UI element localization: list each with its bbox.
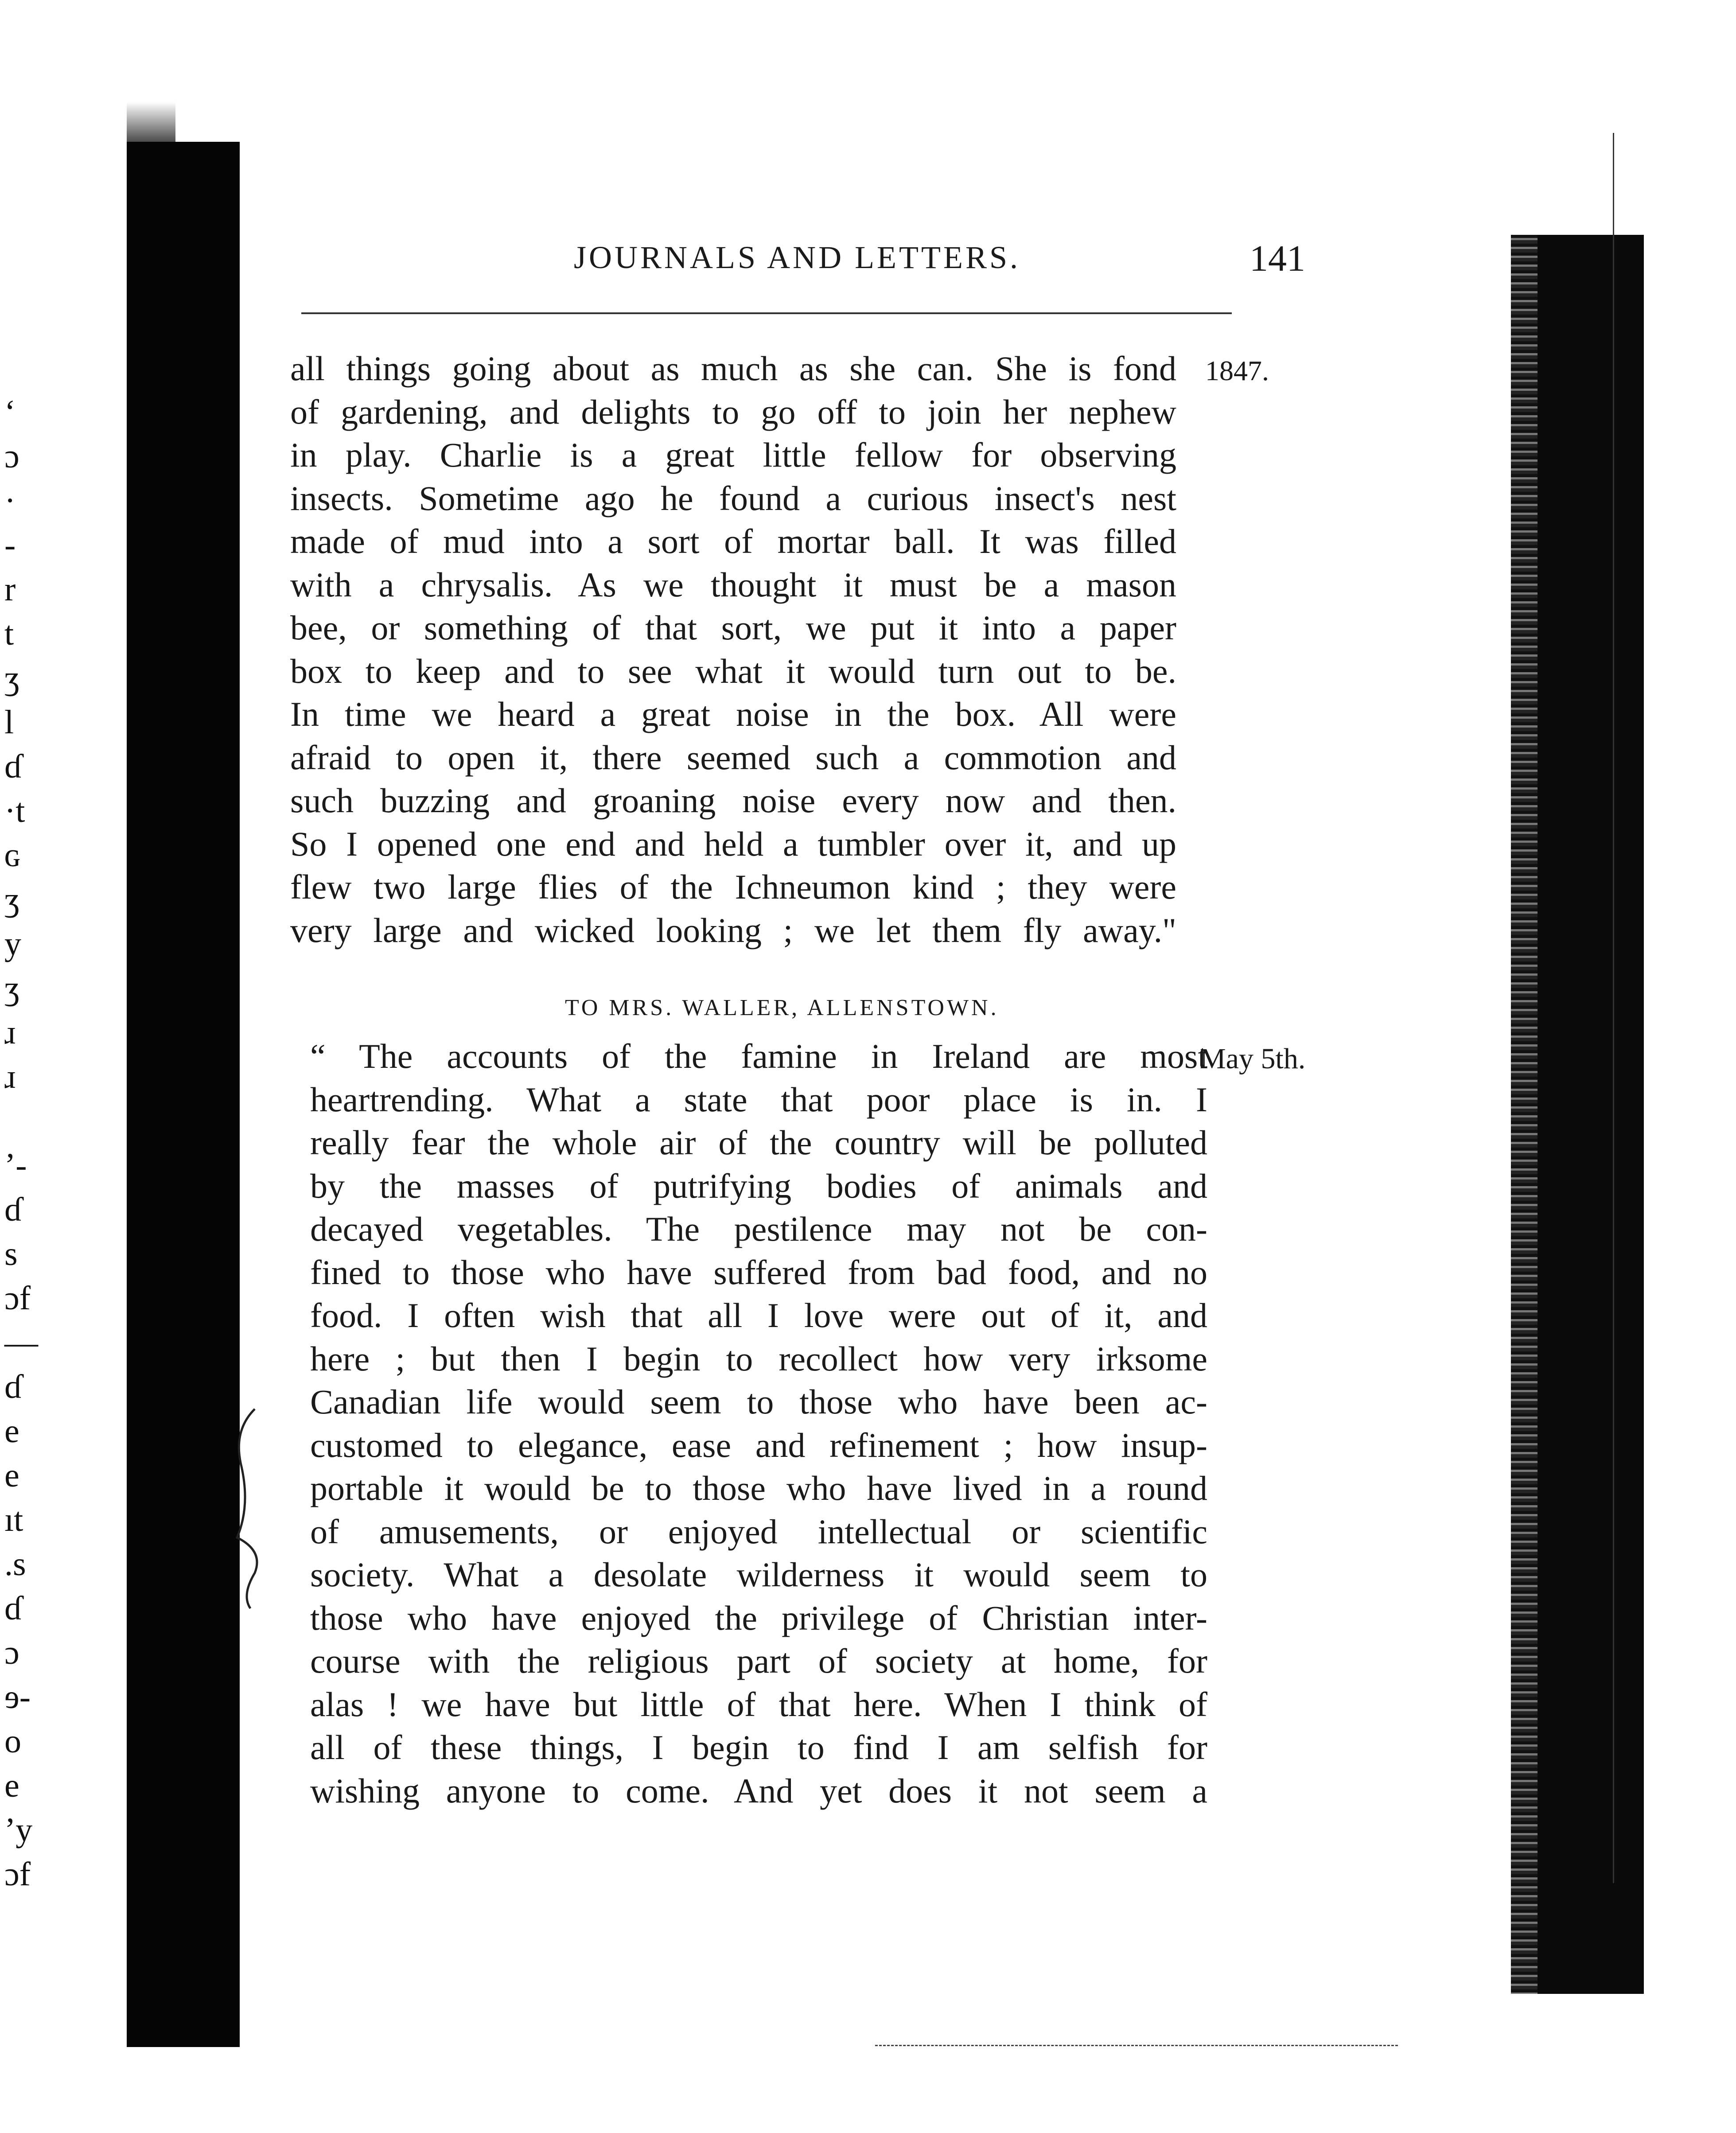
facing-page-fragment: e bbox=[4, 1413, 19, 1450]
facing-page-fragment: · bbox=[4, 482, 16, 519]
facing-page-fragment: ɔ bbox=[4, 1634, 19, 1671]
facing-page-fragment: ·t bbox=[4, 792, 25, 829]
text-line: heartrending. What a state that poor place is in. I bbox=[310, 1080, 1207, 1119]
text-line: decayed vegetables. The pestilence may not be con- bbox=[310, 1210, 1207, 1248]
text-line: So I opened one end and held a tumbler over it, and up bbox=[290, 824, 1176, 863]
text-line: course with the religious part of society at home, for bbox=[310, 1642, 1207, 1680]
text-line: really fear the whole air of the country will be polluted bbox=[310, 1123, 1207, 1162]
text-line: flew two large flies of the Ichneumon kind ; they were bbox=[290, 868, 1176, 906]
facing-page-fragment: ɗ bbox=[4, 1590, 21, 1627]
facing-page-fragment bbox=[4, 1099, 93, 1143]
facing-page-fragment: e bbox=[4, 1767, 19, 1804]
text-line: box to keep and to see what it would turn out to be. bbox=[290, 651, 1176, 690]
text-line: of gardening, and delights to go off to join her nephew bbox=[290, 392, 1176, 431]
text-line: society. What a desolate wilderness it would seem to bbox=[310, 1555, 1207, 1594]
letter-heading: TO MRS. WALLER, ALLENSTOWN. bbox=[565, 995, 999, 1020]
facing-page-fragment: ıt bbox=[4, 1501, 23, 1538]
facing-page-fragment: ʒ bbox=[4, 969, 19, 1007]
page-edge-line bbox=[1613, 133, 1614, 1883]
bottom-rule bbox=[875, 2045, 1398, 2046]
text-line: those who have enjoyed the privilege of Christian inter- bbox=[310, 1598, 1207, 1637]
letter-body bbox=[310, 1035, 1207, 1812]
text-line: customed to elegance, ease and refinement ; how insup- bbox=[310, 1425, 1207, 1464]
text-line: Canadian life would seem to those who have been ac- bbox=[310, 1382, 1207, 1421]
facing-page-fragment: ɔf bbox=[4, 1856, 31, 1893]
margin-date: May 5th. bbox=[1200, 1043, 1306, 1075]
facing-page-fragment: ɹ bbox=[4, 1058, 16, 1095]
text-line: insects. Sometime ago he found a curious insect's nest bbox=[290, 479, 1176, 518]
running-head: JOURNALS AND LETTERS. bbox=[574, 240, 1021, 275]
facing-page-fragment: ɗ bbox=[4, 1191, 21, 1228]
text-line: in play. Charlie is a great little fellow for observing bbox=[290, 436, 1176, 474]
text-line: all of these things, I begin to find I am selfish for bbox=[310, 1728, 1207, 1767]
text-line: alas ! we have but little of that here. When I think of bbox=[310, 1685, 1207, 1724]
text-line: fined to those who have suffered from bad food, and no bbox=[310, 1253, 1207, 1292]
text-line: afraid to open it, there seemed such a commotion and bbox=[290, 738, 1176, 777]
facing-page-fragment: ʒ bbox=[4, 881, 19, 918]
page-number: 141 bbox=[1249, 238, 1305, 279]
text-line: In time we heard a great noise in the box. All were bbox=[290, 695, 1176, 733]
facing-page-fragment: s bbox=[4, 1235, 18, 1273]
facing-page-fragment: t bbox=[4, 615, 14, 652]
facing-page-fragment: - bbox=[4, 526, 16, 564]
facing-page-fragment: l bbox=[4, 704, 14, 741]
text-line: such buzzing and groaning noise every now and then. bbox=[290, 781, 1176, 820]
facing-page-fragment: y bbox=[4, 925, 21, 962]
facing-page-fragment: ’- bbox=[4, 1147, 27, 1184]
paragraph-continued bbox=[290, 347, 1176, 952]
facing-page-fragment: r bbox=[4, 571, 16, 608]
facing-page-fragment: e bbox=[4, 1457, 19, 1494]
binding-shadow-left bbox=[127, 142, 240, 2047]
text-line: portable it would be to those who have lived in a round bbox=[310, 1469, 1207, 1507]
facing-page-fragment: ‘ bbox=[4, 393, 16, 431]
facing-page-fragment: ɹ bbox=[4, 1014, 16, 1051]
facing-page-fragment: .s bbox=[4, 1545, 26, 1583]
facing-page-fragment: ɢ bbox=[4, 837, 20, 874]
text-line: wishing anyone to come. And yet does it not seem a bbox=[310, 1771, 1207, 1810]
facing-page-fragment: ɔf bbox=[4, 1280, 31, 1317]
text-line: made of mud into a sort of mortar ball. It was filled bbox=[290, 522, 1176, 560]
text-line: bee, or something of that sort, we put it into a paper bbox=[290, 608, 1176, 647]
facing-page-fragment: ɘ- bbox=[4, 1678, 31, 1716]
text-line: with a chrysalis. As we thought it must be a mason bbox=[290, 565, 1176, 604]
facing-page-fragment: o bbox=[4, 1723, 21, 1760]
text-line: of amusements, or enjoyed intellectual or scientific bbox=[310, 1512, 1207, 1551]
text-line: “ The accounts of the famine in Ireland are most bbox=[310, 1037, 1207, 1075]
header-rule bbox=[301, 312, 1232, 314]
facing-page-fragment: — bbox=[4, 1324, 38, 1361]
handwritten-bracket-mark bbox=[224, 1405, 277, 1613]
facing-page-fragment: ’y bbox=[4, 1811, 33, 1849]
text-line: very large and wicked looking ; we let them fly away." bbox=[290, 911, 1176, 950]
facing-page-fragment: ɗ bbox=[4, 1368, 21, 1405]
text-line: food. I often wish that all I love were out of it, and bbox=[310, 1296, 1207, 1335]
facing-page-fragment: ʒ bbox=[4, 659, 19, 697]
facing-page-fragment: ɔ bbox=[4, 438, 19, 475]
facing-page-fragments bbox=[4, 390, 93, 1896]
page-edge-shadow-right bbox=[1537, 235, 1644, 1994]
text-line: all things going about as much as she can. She is fond bbox=[290, 349, 1176, 388]
margin-year: 1847. bbox=[1205, 355, 1269, 386]
text-line: by the masses of putrifying bodies of animals and bbox=[310, 1166, 1207, 1205]
facing-page-fragment: ɗ bbox=[4, 748, 21, 785]
text-line: here ; but then I begin to recollect how very irksome bbox=[310, 1339, 1207, 1378]
